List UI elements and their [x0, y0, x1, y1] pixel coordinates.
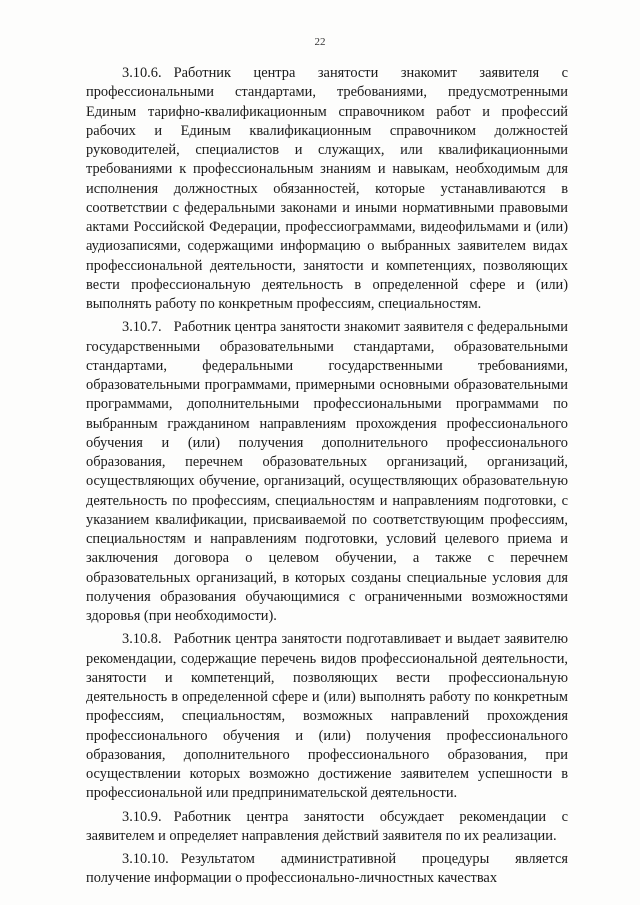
paragraph-3-10-8: [86, 630, 568, 803]
page-number: 22: [314, 36, 326, 48]
paragraph-number: 3.10.7.: [122, 319, 162, 336]
paragraph-text: Работник центра занятости обсуждает рекомендации с заявителем и определяет направления действий заявителя по их реализации.: [86, 808, 568, 844]
paragraph-number: 3.10.9.: [122, 808, 162, 825]
paragraph-3-10-7: [86, 318, 568, 626]
paragraph-3-10-10: [86, 850, 568, 889]
document-body: [86, 64, 568, 893]
paragraph-text: Работник центра занятости знакомит заявителя с профессиональными стандартами, требованиями, предусмотренными Единым тарифно-квалификационным справочником работ и профессий рабочих и Единым квалификационным справочником должностей руководителей, специалистов и служащих, или квалификационными требованиями к профессиональным знаниям и навыкам, необходимым для исполнения должностных обязанностей, которые устанавливаются в соответствии с федеральными законами и иными нормативными правовыми актами Российской Федерации, профессиограммами, видеофильмами и (или) аудиозаписями, содержащими информацию о выбранных заявителем видах профессиональной деятельности, занятости и компетенциях, позволяющих вести профессиональную деятельность в определенной сфере и (или) выполнять работу по конкретным профессиям, специальностям.: [86, 65, 568, 312]
paragraph-number: 3.10.8.: [122, 631, 162, 648]
paragraph-text: Работник центра занятости подготавливает и выдает заявителю рекомендации, содержащие перечень видов профессиональной деятельности, занятости и компетенций, позволяющих вести профессиональную деятельность в определенной сфере и (или) выполнять работу по конкретным профессиям, специальностям, возможных направлений прохождения профессионального обучения и (или) получения профессионального образования, дополнительного профессионального образования, при осуществлении которых возможно достижение заявителем успешности в профессиональной или предпринимательской деятельности.: [86, 631, 568, 802]
paragraph-3-10-9: [86, 808, 568, 847]
paragraph-number: 3.10.10.: [122, 851, 169, 867]
paragraph-text: Работник центра занятости знакомит заявителя с федеральными государственными образовательными стандартами, образовательными стандартами, федеральными государственными требованиями, образовательными программами, примерными основными образовательными программами, дополнительными профессиональными программами по выбранным гражданином направлениям прохождения профессионального обучения и (или) получения дополнительного профессионального образования, перечнем образовательных организаций, организаций, осуществляющих обучение, организаций, осуществляющих образовательную деятельность по профессиям, специальностям и направлениям подготовки, с указанием квалификации, присваиваемой по соответствующим профессиям, специальностям и направлениям подготовки, условий целевого приема и заключения договора о целевом обучении, а также с перечнем образовательных организаций, в которых созданы специальные условия для получения образования обучающимися с ограниченными возможностями здоровья (при необходимости).: [86, 319, 568, 624]
paragraph-number: 3.10.6.: [122, 65, 162, 81]
paragraph-3-10-6: [86, 64, 568, 314]
paragraph-text: Результатом административной процедуры является получение информации о профессионально-личностных качествах: [86, 851, 568, 887]
